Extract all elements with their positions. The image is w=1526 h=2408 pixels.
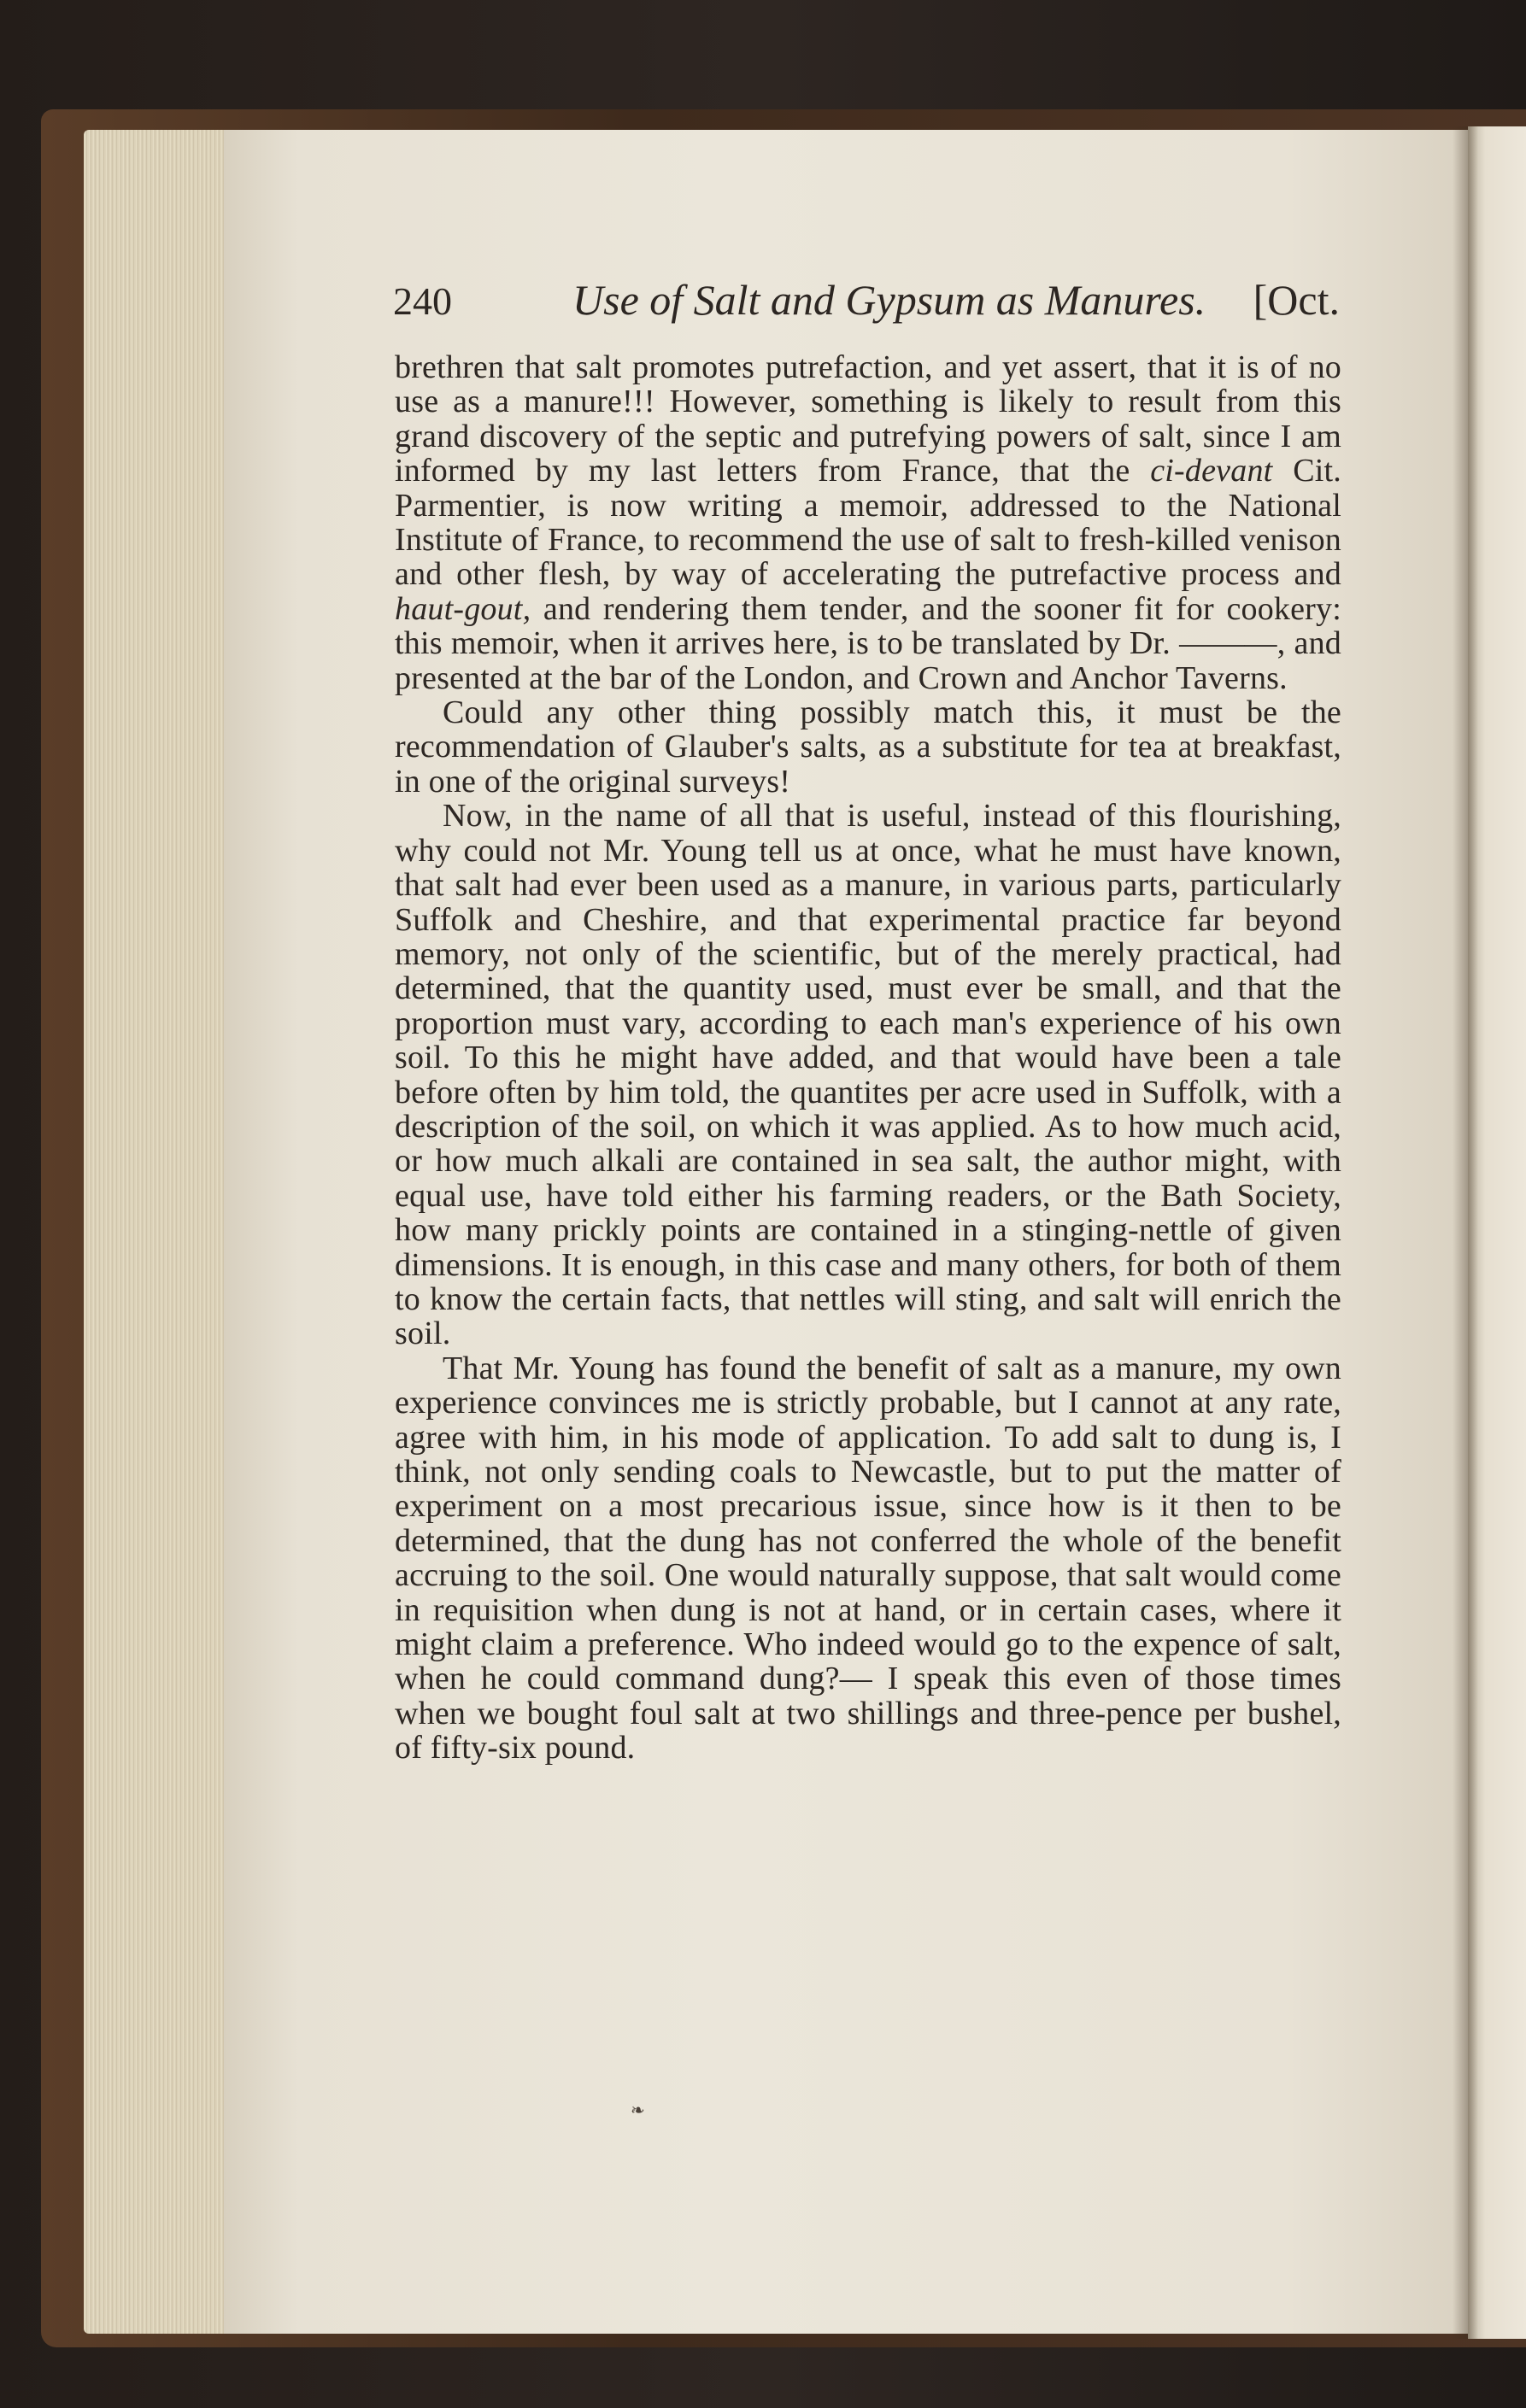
running-header [393,275,1340,343]
page-number: 240 [393,279,452,323]
p1-italic-haut-gout: haut-gout, [395,590,531,627]
body-text [395,350,1341,1766]
paragraph-3: Now, in the name of all that is useful, instead of this flourishing, why could not Mr. Young tell us at once, what he must have known, that salt had ever been used as a manure, in various parts, particularly Suffolk and Cheshire, and that experimental practice far beyond memory, not only of the scientific, but of the merely practical, had determined, that the quantity used, must ever be small, and that the proportion must vary, according to each man's experience of his own soil. To this he might have added, and that would have been a tale before often by him told, the quantites per acre used in Suffolk, with a description of the soil, on which it was applied. As to how much acid, or how much alkali are contained in sea salt, the author might, with equal use, have told either his farming readers, or the Bath Society, how many prickly points are contained in a stinging-nettle of given dimensions. It is enough, in this case and many others, for both of them to know the certain facts, that nettles will sting, and salt will enrich the soil. [395,798,1341,1352]
running-title: Use of Salt and Gypsum as Manures. [572,276,1206,324]
running-month: [Oct. [1253,276,1340,324]
bottom-ornament: ❧ [631,2100,645,2120]
paragraph-2: Could any other thing possibly match this, it must be the recommendation of Glauber's salts, as a substitute for tea at breakfast, in one of the original surveys! [395,694,1341,800]
p1-text-b: Cit. Parmentier, is now writing a memoir, addressed to the National Institute of France, to recommend the use of salt to fresh-killed venison and other flesh, by way of accelerating the putrefactive process and [395,453,1341,593]
p1-italic-ci-devant: ci-devant [1150,453,1273,489]
page-gutter [1453,126,1478,2339]
paragraph-4: That Mr. Young has found the benefit of salt as a manure, my own experience convinces me is strictly probable, but I cannot at any rate, agree with him, in his mode of application. To add salt to dung is, I think, not only sending coals to Newcastle, but to put the matter of experiment on a most precarious issue, since how is it then to be determined, that the dung has not conferred the whole of the benefit accruing to the soil. One would naturally suppose, that salt would come in requisition when dung is not at hand, or in certain cases, where it might claim a preference. Who indeed would go to the expence of salt, when he could command dung?— I speak this even of those times when we bought foul salt at two shillings and three-pence per bushel, of fifty-six pound. [395,1350,1341,1766]
p1-text-a: brethren that salt promotes putrefaction, and yet assert, that it is of no use as a manure!!! However, something is likely to result from this grand discovery of the septic and putrefying powers of salt, since I am informed by my last letters from France, that the [395,349,1341,489]
page-edges [84,130,229,2334]
p1-text-c: and rendering them tender, and the sooner fit for cookery: this memoir, when it arrives here, is to be translated by Dr. ———, and presented at the bar of the London, and Crown and Anchor Taverns. [395,590,1341,696]
paragraph-1 [395,350,1341,695]
